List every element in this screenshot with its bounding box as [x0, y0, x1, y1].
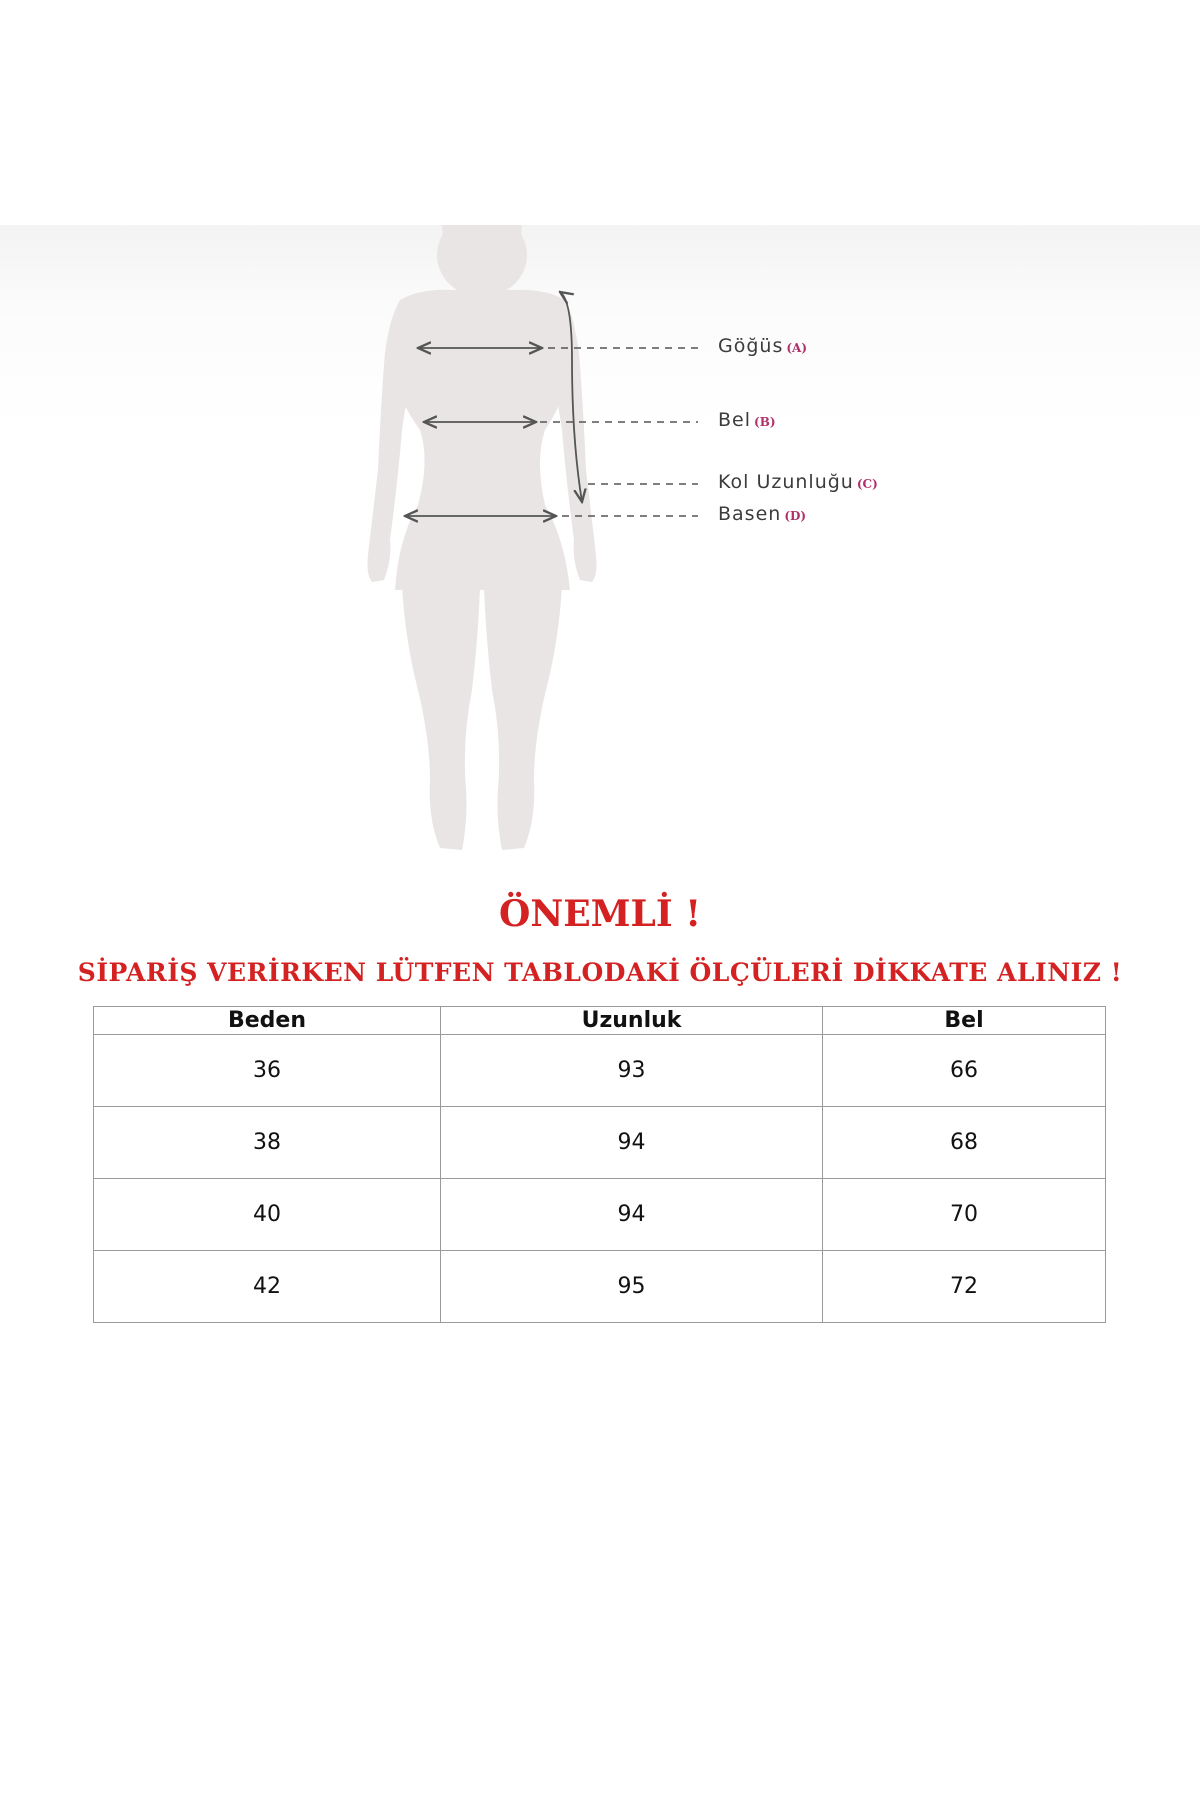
cell-waist: 68	[823, 1107, 1106, 1179]
cell-waist: 72	[823, 1251, 1106, 1323]
cell-waist: 66	[823, 1035, 1106, 1107]
measurement-label-waist	[718, 409, 776, 431]
measurement-code: (C)	[856, 477, 878, 491]
notice-subtitle: SİPARİŞ VERİRKEN LÜTFEN TABLODAKİ ÖLÇÜLERİ DİKKATE ALINIZ !	[77, 958, 1123, 987]
cell-length: 95	[441, 1251, 823, 1323]
cell-length: 93	[441, 1035, 823, 1107]
column-header-waist: Bel	[823, 1007, 1106, 1035]
measurement-label-hip	[718, 503, 806, 525]
measurement-label-text: Basen	[718, 503, 782, 525]
measurement-code: (B)	[754, 415, 776, 429]
cell-waist: 70	[823, 1179, 1106, 1251]
measurement-label-chest	[718, 335, 807, 357]
measurement-code: (A)	[786, 341, 808, 355]
table-header-row	[94, 1007, 1106, 1035]
column-header-length: Uzunluk	[441, 1007, 823, 1035]
body-measurement-diagram	[0, 225, 1200, 865]
measurement-label-text: Kol Uzunluğu	[718, 471, 854, 493]
cell-length: 94	[441, 1107, 823, 1179]
table-row	[94, 1107, 1106, 1179]
size-table	[93, 1006, 1106, 1323]
notice-title: ÖNEMLİ !	[498, 893, 702, 935]
female-silhouette	[368, 225, 597, 850]
table-row	[94, 1179, 1106, 1251]
table-row	[94, 1035, 1106, 1107]
cell-size: 42	[94, 1251, 441, 1323]
measurement-label-sleeve-length	[718, 471, 878, 493]
cell-length: 94	[441, 1179, 823, 1251]
column-header-size: Beden	[94, 1007, 441, 1035]
measurement-code: (D)	[784, 509, 807, 523]
cell-size: 38	[94, 1107, 441, 1179]
measurement-label-text: Göğüs	[718, 335, 784, 357]
table-row	[94, 1251, 1106, 1323]
cell-size: 40	[94, 1179, 441, 1251]
cell-size: 36	[94, 1035, 441, 1107]
measurement-label-text: Bel	[718, 409, 752, 431]
